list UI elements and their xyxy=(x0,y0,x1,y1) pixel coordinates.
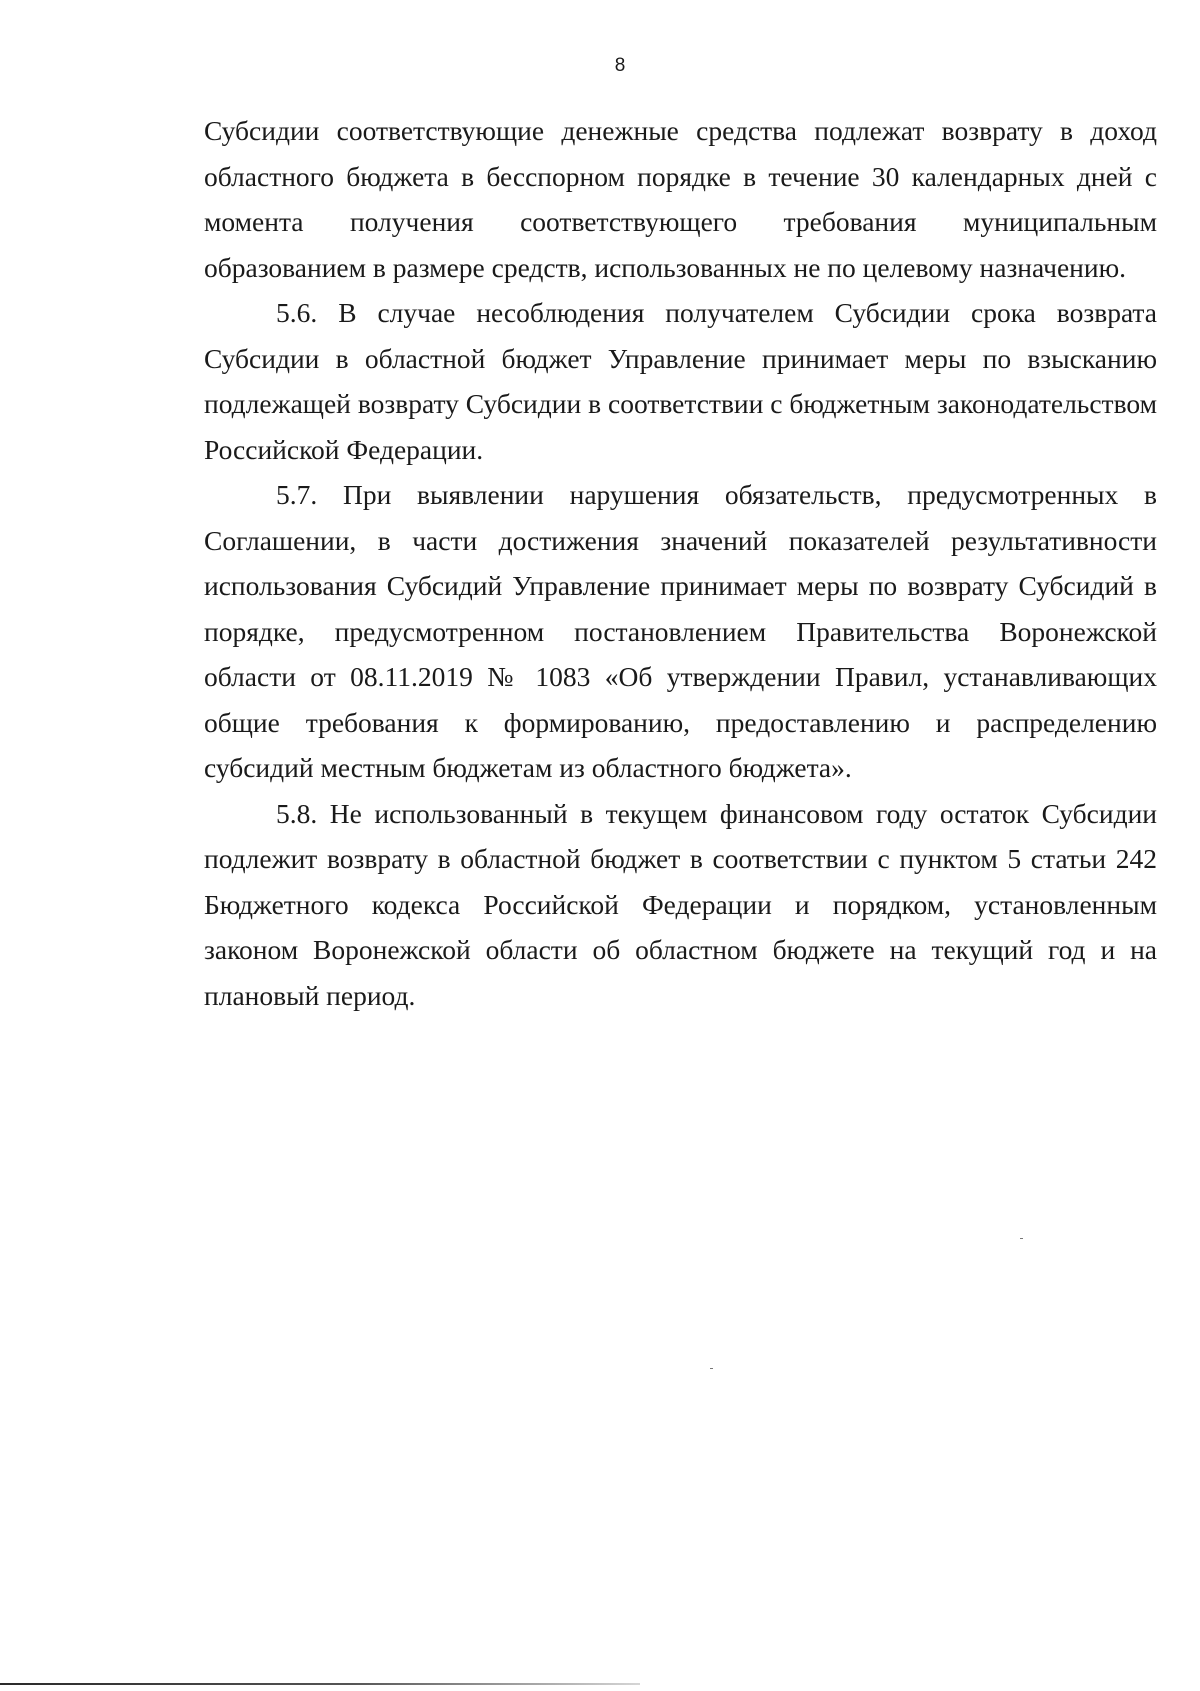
page-number: 8 xyxy=(614,55,626,76)
paragraph-5-6: 5.6. В случае несоблюдения получателем Субсидии срока возврата Субсидии в областной бюджет Управление принимает меры по взысканию подлежащей возврату Субсидии в соответствии с бюджетным законодательством Российской Федерации. xyxy=(204,297,1157,465)
scan-speck xyxy=(1020,1238,1023,1239)
paragraph-5-8: 5.8. Не использованный в текущем финансовом году остаток Субсидии подлежит возврату в областной бюджет в соответствии с пунктом 5 статьи 242 Бюджетного кодекса Российской Федерации и порядком, установленным законом Воронежской области об областном бюджете на текущий год и на плановый период. xyxy=(204,797,1157,1011)
paragraph-5-7: 5.7. При выявлении нарушения обязательств, предусмотренных в Соглашении, в части достижения значений показателей результативности использования Субсидий Управление принимает меры по возврату Субсидий в порядке, предусмотренном постановлением Правительства Воронежской области от 08.11.2019 № 1083 «Об утверждении Правил, устанавливающих общие требования к формированию, предоставлению и распределению субсидий местным бюджетам из областного бюджета». xyxy=(204,479,1157,783)
scan-speck xyxy=(710,1368,713,1369)
document-body xyxy=(204,108,1157,1018)
scan-edge-line xyxy=(0,1683,640,1685)
paragraph-continuation: Субсидии соответствующие денежные средства подлежат возврату в доход областного бюджета в бесспорном порядке в течение 30 календарных дней с момента получения соответствующего требования муниципальным образованием в размере средств, использованных не по целевому назначению. xyxy=(204,115,1157,283)
